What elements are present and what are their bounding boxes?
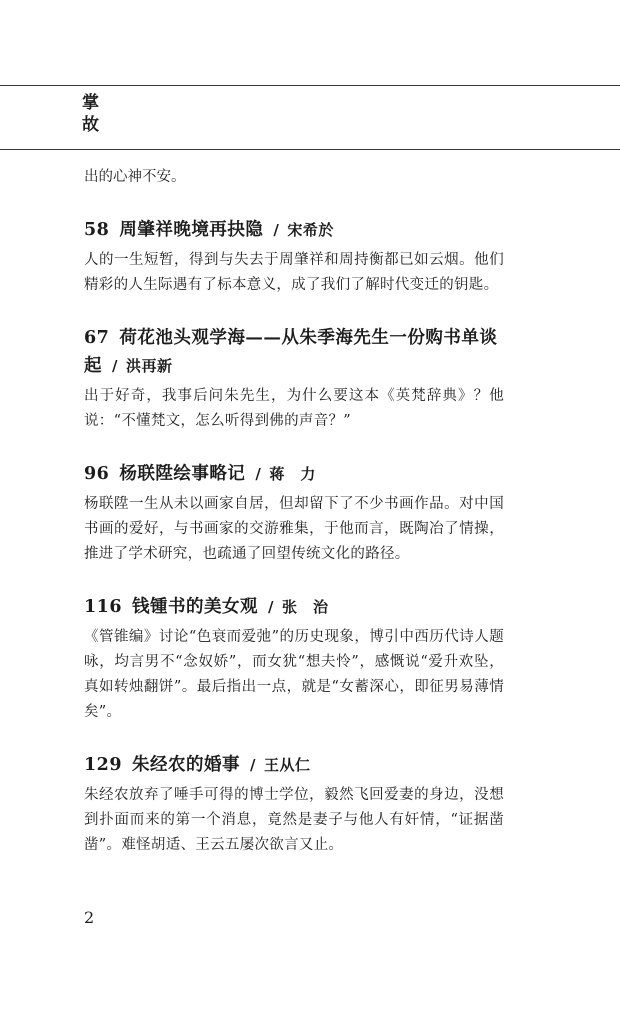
entry-title: 杨联陞绘事略记 xyxy=(119,464,246,484)
entry-author: 蒋 力 xyxy=(269,465,316,483)
entry-author: 张 治 xyxy=(282,598,329,616)
entry-title-line[interactable] xyxy=(84,593,504,621)
header-logo-line1: 掌 xyxy=(82,93,99,113)
entry-separator: / xyxy=(112,357,118,375)
header-logo xyxy=(82,92,112,136)
toc-entry xyxy=(84,593,504,725)
entry-title: 荷花池头观学海——从朱季海先生一份购书单谈起 xyxy=(84,328,498,376)
entry-separator: / xyxy=(268,598,275,616)
entry-separator: / xyxy=(250,756,257,774)
entry-title-line[interactable] xyxy=(84,324,504,380)
entry-page-number: 58 xyxy=(84,220,110,240)
toc-content xyxy=(84,165,504,858)
toc-entry xyxy=(84,751,504,858)
entry-author: 洪再新 xyxy=(125,357,173,375)
entry-title-line[interactable] xyxy=(84,751,504,779)
entry-page-number: 116 xyxy=(84,597,123,617)
entry-title: 钱锺书的美女观 xyxy=(132,597,259,617)
entry-author: 宋希於 xyxy=(287,221,334,239)
entry-title: 朱经农的婚事 xyxy=(132,755,241,775)
toc-entry xyxy=(84,324,504,434)
entry-summary: 出于好奇，我事后问朱先生，为什么要这本《英梵辞典》？他说：“不懂梵文，怎么听得到佛的声音？” xyxy=(84,388,504,429)
entry-separator: / xyxy=(255,465,262,483)
entry-title: 周肇祥晚境再抉隐 xyxy=(119,220,264,240)
continued-text: 出的心神不安。 xyxy=(84,169,186,185)
entry-page-number: 96 xyxy=(84,464,110,484)
entry-summary: 杨联陞一生从未以画家自居，但却留下了不少书画作品。对中国书画的爱好，与书画家的交游雅集，于他而言，既陶冶了情操，推进了学术研究，也疏通了回望传统文化的路径。 xyxy=(84,496,504,562)
entry-title-line[interactable] xyxy=(84,216,504,244)
entry-page-number: 129 xyxy=(84,755,123,775)
entry-summary: 人的一生短暂，得到与失去于周肇祥和周持衡都已如云烟。他们精彩的人生际遇有了标本意义，成了我们了解时代变迁的钥匙。 xyxy=(84,252,504,293)
toc-entry xyxy=(84,216,504,298)
header-logo-line2: 故 xyxy=(82,115,99,135)
entry-summary: 《管锥编》讨论“色衰而爱弛”的历史现象，博引中西历代诗人题咏，均言男不“念奴娇”，而女犹“想夫怜”，感慨说“爱升欢坠，真如转烛翻饼”。最后指出一点，就是“女蓄深心，即征男易薄情矣”。 xyxy=(84,629,504,720)
entry-page-number: 67 xyxy=(84,328,110,348)
header-top-rule xyxy=(0,85,620,86)
toc-entry xyxy=(84,460,504,567)
entry-title-line[interactable] xyxy=(84,460,504,488)
entry-separator: / xyxy=(273,221,280,239)
page-number: 2 xyxy=(84,908,95,927)
entry-author: 王从仁 xyxy=(264,756,311,774)
entry-summary: 朱经农放弃了唾手可得的博士学位，毅然飞回爱妻的身边，没想到扑面而来的第一个消息，竟然是妻子与他人有奸情，“证据凿凿”。难怪胡适、王云五屡次欲言又止。 xyxy=(84,787,504,853)
header-bottom-rule xyxy=(0,149,620,150)
